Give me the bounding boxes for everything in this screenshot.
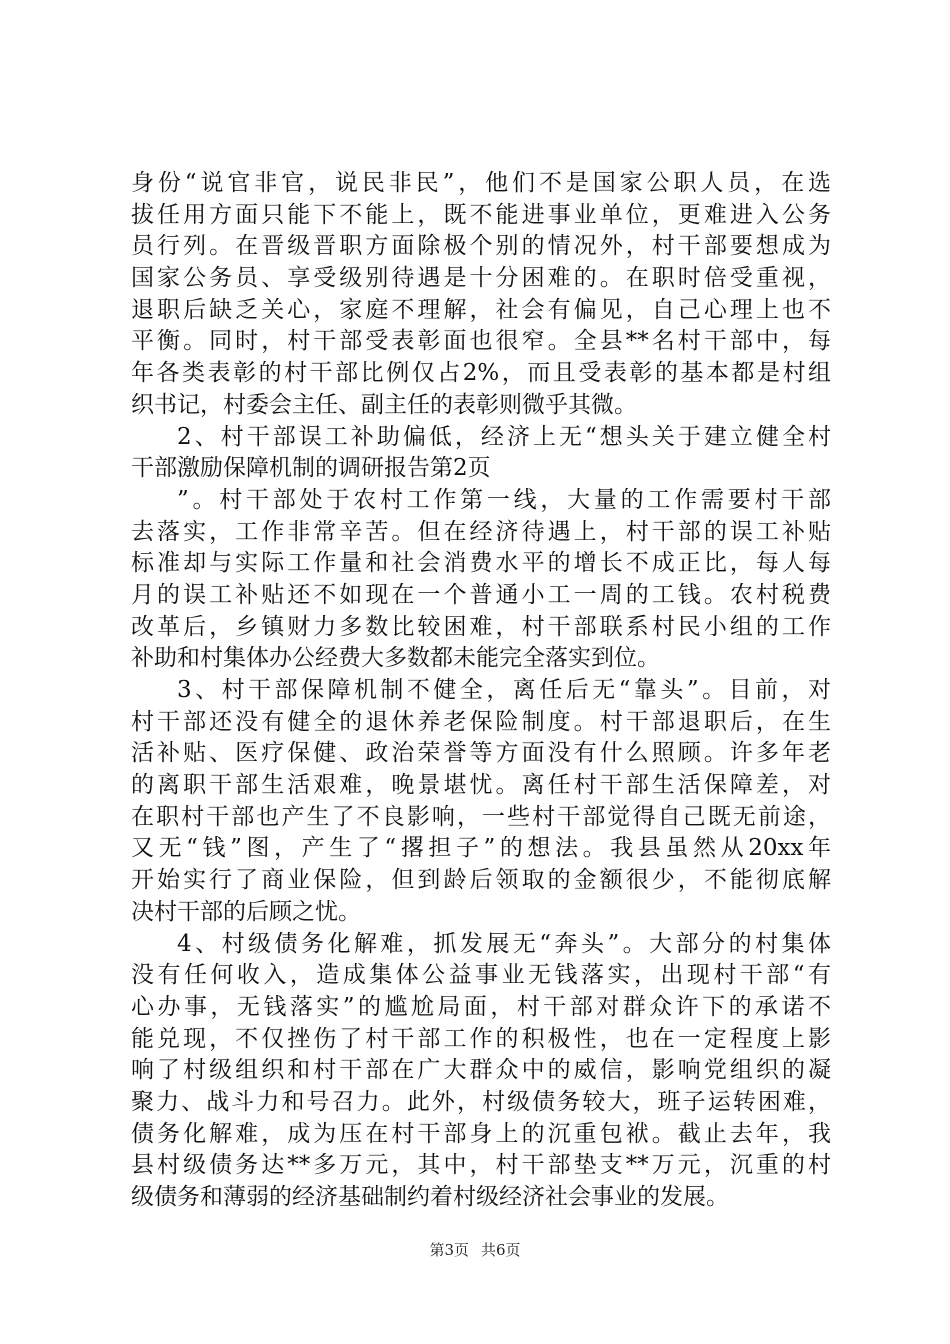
text-line: 平衡。同时，村干部受表彰面也很窄。全县**名村干部中，每 xyxy=(131,328,831,355)
text-line: 干部激励保障机制的调研报告第2页 xyxy=(131,455,491,482)
text-line: ”。村干部处于农村工作第一线，大量的工作需要村干部 xyxy=(177,486,831,513)
page-footer xyxy=(0,1239,950,1260)
text-line: 在职村干部也产生了不良影响，一些村干部觉得自己既无前途， xyxy=(131,803,831,830)
page-number: 第3页 xyxy=(429,1241,469,1259)
document-body xyxy=(131,168,831,1214)
text-line: 心办事，无钱落实”的尴尬局面，村干部对群众许下的承诺不 xyxy=(131,993,831,1020)
text-line: 2、村干部误工补助偏低，经济上无“想头关于建立健全村 xyxy=(177,423,831,450)
text-line: 去落实，工作非常辛苦。但在经济待遇上，村干部的误工补贴 xyxy=(131,518,831,545)
text-line: 国家公务员、享受级别待遇是十分困难的。在职时倍受重视， xyxy=(131,265,831,292)
text-line: 开始实行了商业保险，但到龄后领取的金额很少，不能彻底解 xyxy=(131,867,831,894)
text-line: 活补贴、医疗保健、政治荣誉等方面没有什么照顾。许多年老 xyxy=(131,740,831,767)
page-total: 共6页 xyxy=(481,1241,521,1259)
text-line: 村干部还没有健全的退休养老保险制度。村干部退职后，在生 xyxy=(131,708,831,735)
text-line: 的离职干部生活艰难，晚景堪忧。离任村干部生活保障差，对 xyxy=(131,772,831,799)
text-line: 聚力、战斗力和号召力。此外，村级债务较大，班子运转困难， xyxy=(131,1088,831,1115)
text-line: 3、村干部保障机制不健全，离任后无“靠头”。目前，对 xyxy=(177,677,831,703)
text-line: 年各类表彰的村干部比例仅占2%，而且受表彰的基本都是村组 xyxy=(131,360,831,387)
text-line: 响了村级组织和村干部在广大群众中的威信，影响党组织的凝 xyxy=(131,1057,831,1084)
text-line: 能兑现，不仅挫伤了村干部工作的积极性，也在一定程度上影 xyxy=(131,1025,831,1052)
text-line: 级债务和薄弱的经济基础制约着村级经济社会事业的发展。 xyxy=(131,1184,729,1210)
text-line: 员行列。在晋级晋职方面除极个别的情况外，村干部要想成为 xyxy=(131,233,831,260)
text-line: 4、村级债务化解难，抓发展无“奔头”。大部分的村集体 xyxy=(177,930,831,957)
text-line: 补助和村集体办公经费大多数都未能完全落实到位。 xyxy=(131,645,660,672)
text-line: 标准却与实际工作量和社会消费水平的增长不成正比，每人每 xyxy=(131,550,831,577)
text-line: 改革后，乡镇财力多数比较困难，村干部联系村民小组的工作 xyxy=(131,613,831,640)
text-line: 退职后缺乏关心，家庭不理解，社会有偏见，自己心理上也不 xyxy=(131,296,831,323)
text-line: 拔任用方面只能下不能上，既不能进事业单位，更难进入公务 xyxy=(131,201,831,228)
text-line: 债务化解难，成为压在村干部身上的沉重包袱。截止去年，我 xyxy=(131,1120,831,1147)
text-line: 决村干部的后顾之忧。 xyxy=(131,898,361,925)
text-line: 织书记，村委会主任、副主任的表彰则微乎其微。 xyxy=(131,391,637,418)
text-line: 没有任何收入，造成集体公益事业无钱落实，出现村干部“有 xyxy=(131,962,831,989)
text-line: 月的误工补贴还不如现在一个普通小工一周的工钱。农村税费 xyxy=(131,581,831,608)
text-line: 身份“说官非官，说民非民”，他们不是国家公职人员，在选 xyxy=(131,170,831,196)
text-line: 县村级债务达**多万元，其中，村干部垫支**万元，沉重的村 xyxy=(131,1152,831,1179)
text-line: 又无“钱”图，产生了“撂担子”的想法。我县虽然从20xx年 xyxy=(131,835,831,862)
